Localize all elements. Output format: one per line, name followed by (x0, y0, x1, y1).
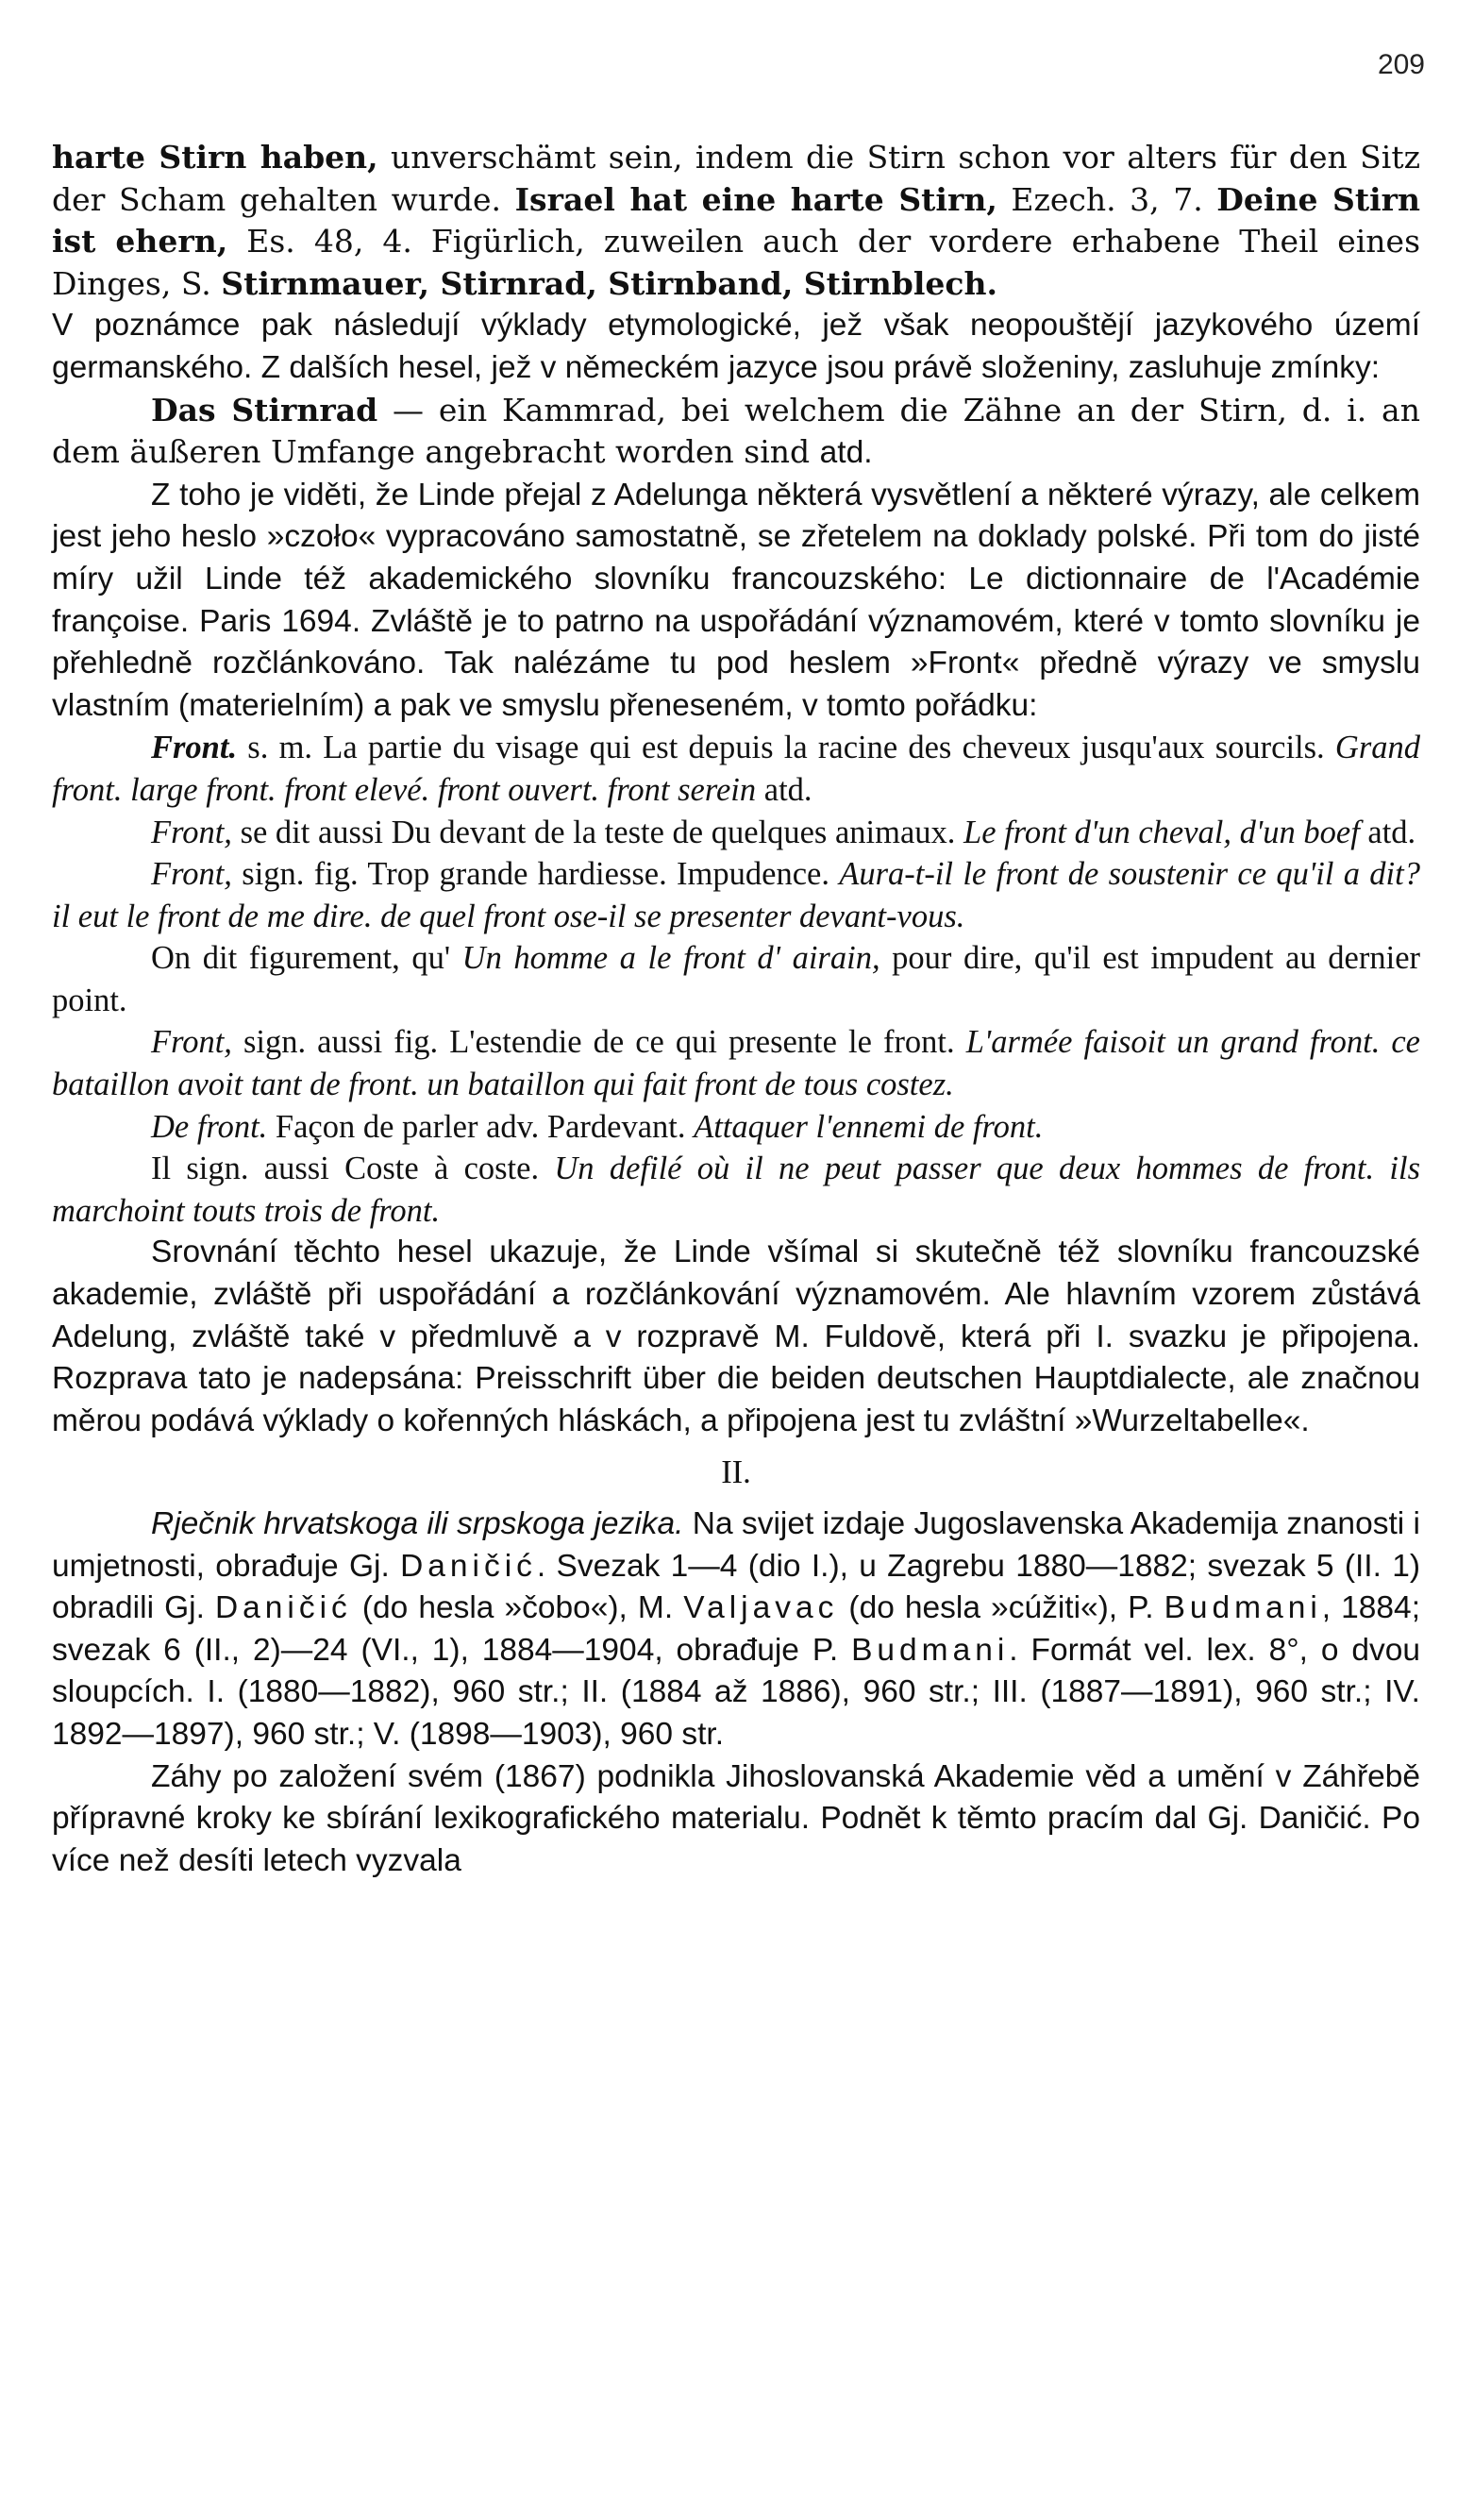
text-run: Front, (151, 856, 232, 893)
paragraph (52, 1504, 1420, 1756)
text-run: On dit figurement, qu' (151, 940, 462, 977)
text-run: Front, (151, 1024, 232, 1061)
paragraph (52, 812, 1420, 854)
section-heading (52, 1452, 1420, 1494)
page-number: 209 (1377, 49, 1425, 80)
text-run: harte Stirn haben, (52, 139, 378, 176)
text-run: Un homme a le front d' airain, (461, 940, 880, 977)
text-run: Israel hat eine harte Stirn, (514, 180, 997, 218)
text-run: , 1884; svezak 6 (II., 2)—24 (VI., 1), 1884—1904, obrađuje P. (52, 1590, 1421, 1668)
text-run: Srovnání těchto hesel ukazuje, že Linde všímal si skutečně též slovníku francouzské akademie, zvláště při uspořádání a rozčlánkování významovém. Ale hlavním vzorem zůstává Adelung, zvláště také v předmluvě a v rozpravě M. Fuldově, která při I. svazku je připojena. Rozprava tato je nadepsána: Preisschrift über die beiden deutschen Hauptdialecte, ale značnou měrou podává výklady o kořenných hláskách, a připojena jest tu zvláštní »Wurzeltabelle«. (52, 1235, 1420, 1438)
paragraph (52, 390, 1420, 475)
paragraph (52, 305, 1420, 389)
paragraph (52, 727, 1420, 811)
text-run: Daničić (400, 1548, 537, 1584)
text-run: pour dire, qu'il est impudent au dernier point. (52, 940, 1420, 1018)
text-run: Deine Stirn ist ehern, (52, 180, 1420, 260)
text-run: Rječnik hrvatskoga ili srpskoga jezika. (151, 1506, 684, 1541)
text-run: Das Stirnrad (151, 391, 378, 428)
text-run: sign. fig. Trop grande hardiesse. Impudence. (231, 856, 840, 893)
text-run: Es. 48, 4. Figürlich, zuweilen auch der vordere erhabene Theil eines Dinges, S. (52, 223, 1420, 302)
paragraph (52, 937, 1420, 1021)
paragraph (52, 1756, 1420, 1883)
text-run: Stirnmauer, Stirnrad, Stirnband, Stirnblech. (221, 264, 997, 302)
body-text (52, 137, 1420, 1882)
text-run: Attaquer l'ennemi de front. (694, 1108, 1044, 1145)
text-run: sign. aussi fig. L'estendie de ce qui presente le front. (231, 1024, 966, 1061)
paragraph (52, 475, 1420, 728)
text-run: Záhy po založení svém (1867) podnikla Jihoslovanská Akademie věd a umění v Záhřebě přípravné kroky ke sbírání lexikografického materialu. Podnět k těmto pracím dal Gj. Daničić. Po více než desíti letech vyzvala (52, 1758, 1420, 1878)
text-run: Il sign. aussi Coste à coste. (151, 1151, 555, 1187)
paragraph (52, 137, 1420, 305)
text-run: se dit aussi Du devant de la teste de quelques animaux. (231, 814, 964, 850)
text-run: Z toho je viděti, že Linde přejal z Adelunga některá vysvětlení a některé výrazy, ale celkem jest jeho heslo »czoło« vypracováno samostatně, se zřetelem na doklady polské. Při tom do jisté míry užil Linde též akademického slovníku francouzského: Le dictionnaire de l'Académie françoise. Paris 1694. Zvláště je to patrno na uspořádání významovém, které v tomto slovníku je přehledně rozčlánkováno. Tak nalézáme tu pod heslem »Front« předně výrazy ve smyslu vlastním (materielním) a pak ve smyslu přeneseném, v tomto pořádku: (52, 477, 1420, 723)
paragraph (52, 853, 1420, 937)
text-run: s. m. La partie du visage qui est depuis la racine des cheveux jusqu'aux sourcils. (237, 730, 1335, 766)
text-run: Le front d'un cheval, d'un boef (963, 814, 1360, 850)
text-run: . Formát vel. lex. 8°, o dvou sloupcích. I. (1880—1882), 960 str.; II. (1884 až 1886), 960 str.; III. (1887—1891), 960 str.; IV. 1892—1897), 960 str.; V. (1898—1903), 960 str. (52, 1632, 1421, 1752)
text-run: Budmani (1164, 1590, 1322, 1626)
text-run: atd. (756, 771, 812, 808)
text-run: Front. (151, 730, 238, 766)
paragraph (52, 1232, 1420, 1442)
text-run: — ein Kammrad, bei welchem die Zähne an der Stirn, d. i. an dem äußeren Umfange angebracht worden sind (52, 391, 1420, 471)
text-run: atd. (1359, 814, 1416, 850)
text-run: Budmani (851, 1632, 1010, 1668)
text-run: Ezech. 3, 7. (997, 180, 1217, 218)
text-run: Un defilé où il ne peut passer que deux hommes de front. ils marchoint touts trois de front. (52, 1151, 1420, 1229)
text-run: Valjavac (683, 1590, 839, 1626)
text-run: II. (721, 1454, 751, 1491)
text-run: unverschämt sein, indem die Stirn schon vor alters für den Sitz der Scham gehalten wurde. (52, 139, 1420, 218)
text-run: V poznámce pak následují výklady etymologické, jež však neopouštějí jazykového území germanského. Z dalších hesel, jež v německém jazyce jsou právě složeniny, zasluhuje zmínky: (52, 308, 1420, 385)
paragraph (52, 1148, 1420, 1232)
text-run: Daničić (214, 1590, 352, 1626)
text-run: (do hesla »cúžiti«), P. (838, 1590, 1164, 1626)
paragraph (52, 1106, 1420, 1149)
text-run: L'armée faisoit un grand front. ce bataillon avoit tant de front. un bataillon qui fait front de tous costez. (52, 1024, 1420, 1103)
text-run: Aura-t-il le front de soustenir ce qu'il a dit? il eut le front de me dire. de quel front ose-il se presenter devant-vous. (52, 856, 1420, 934)
text-run: Grand front. large front. front elevé. front ouvert. front serein (52, 730, 1420, 808)
text-run: . Svezak 1—4 (dio I.), u Zagrebu 1880—1882; svezak 5 (II. 1) obradili Gj. (52, 1548, 1420, 1626)
paragraph (52, 1021, 1420, 1105)
text-run: Front, (151, 814, 232, 850)
text-run: Façon de parler adv. Pardevant. (267, 1108, 695, 1145)
text-run: Na svijet izdaje Jugoslavenska Akademija znanosti i umjetnosti, obrađuje Gj. (52, 1506, 1421, 1584)
text-run: De front. (151, 1108, 268, 1145)
text-run: atd. (819, 435, 873, 471)
text-run: (do hesla »čobo«), M. (351, 1590, 684, 1626)
